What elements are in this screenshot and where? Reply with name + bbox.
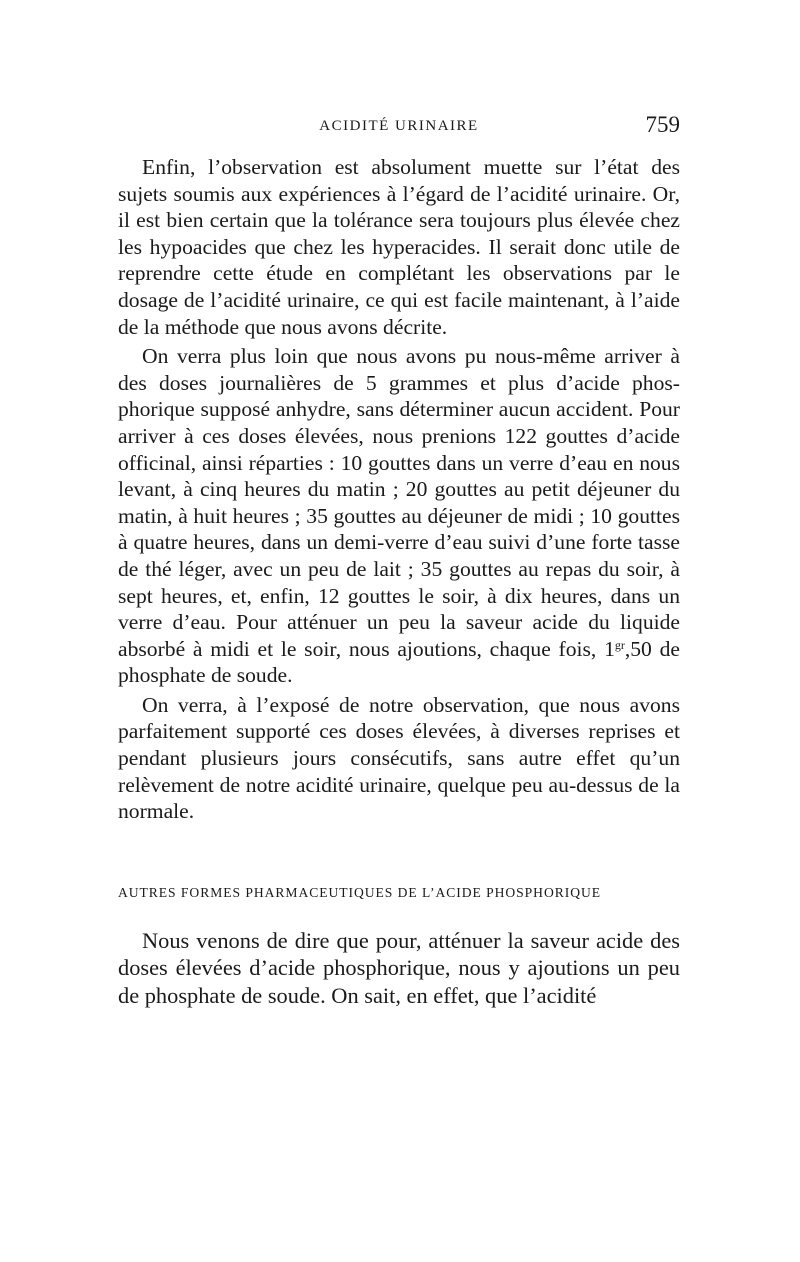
dose-amount: $1^{gr},50$ xyxy=(604,636,652,661)
paragraph-exposé: On verra, à l’exposé de notre observation, que nous avons parfaitement supporté ces doses élevées, à diverses reprises et pendant plusieurs jours consécutifs, sans autre effet qu’un relèvement de notre acidité urinaire, quelque peu au-dessus de la normale. xyxy=(118,692,680,824)
page-number: 759 xyxy=(645,112,680,137)
running-head xyxy=(118,112,680,142)
running-title: ACIDITÉ URINAIRE xyxy=(319,118,479,134)
section-heading: AUTRES FORMES PHARMACEUTIQUES DE L’ACIDE PHOSPHORIQUE xyxy=(118,884,601,900)
dose-unit: gr xyxy=(614,637,625,652)
paragraph-doses-end: de phosphate de soude. xyxy=(118,636,680,688)
paragraph-observation: Enfin, l’observation est absolument muette sur l’état des sujets soumis aux expériences à l’égard de l’acidité urinaire. Or, il est bien certain que la tolérance sera toujours plus élevée chez les hypoacides que chez les hyperacides. Il serait donc utile de reprendre cette étude en complétant les observations par le dosage de l’acidité urinaire, ce qui est facile maintenant, à l’aide de la méthode que nous avons décrite. xyxy=(118,155,680,339)
paragraph-section-intro: Nous venons de dire que pour, atténuer la saveur acide des doses élevées d’acide phosphorique, nous y ajoutions un peu de phosphate de soude. On sait, en effet, que l’acidité xyxy=(118,927,680,1008)
paragraph-doses-text: On verra plus loin que nous avons pu nous-même arriver à des doses journalières de 5 grammes et plus d’acide phosphorique supposé anhydre, sans déterminer aucun accident. Pour arriver à ces doses élevées, nous prenions 122 gouttes d’acide officinal, ainsi réparties : 10 gouttes dans un verre d’eau en nous levant, à cinq heures du matin ; 20 gouttes au petit déjeuner du matin, à huit heures ; 35 gouttes au déjeuner de midi ; 10 gouttes à quatre heures, dans un demi-verre d’eau suivi d’une forte tasse de thé léger, avec un peu de lait ; 35 gouttes au repas du soir, à sept heures, et, enfin, 12 gouttes le soir, à dix heures, dans un verre d’eau. Pour atténuer un peu la saveur acide du liquide absorbé à midi et le soir, nous ajoutions, chaque fois, xyxy=(118,344,680,661)
book-page xyxy=(118,112,680,1009)
paragraph-doses xyxy=(118,343,680,689)
